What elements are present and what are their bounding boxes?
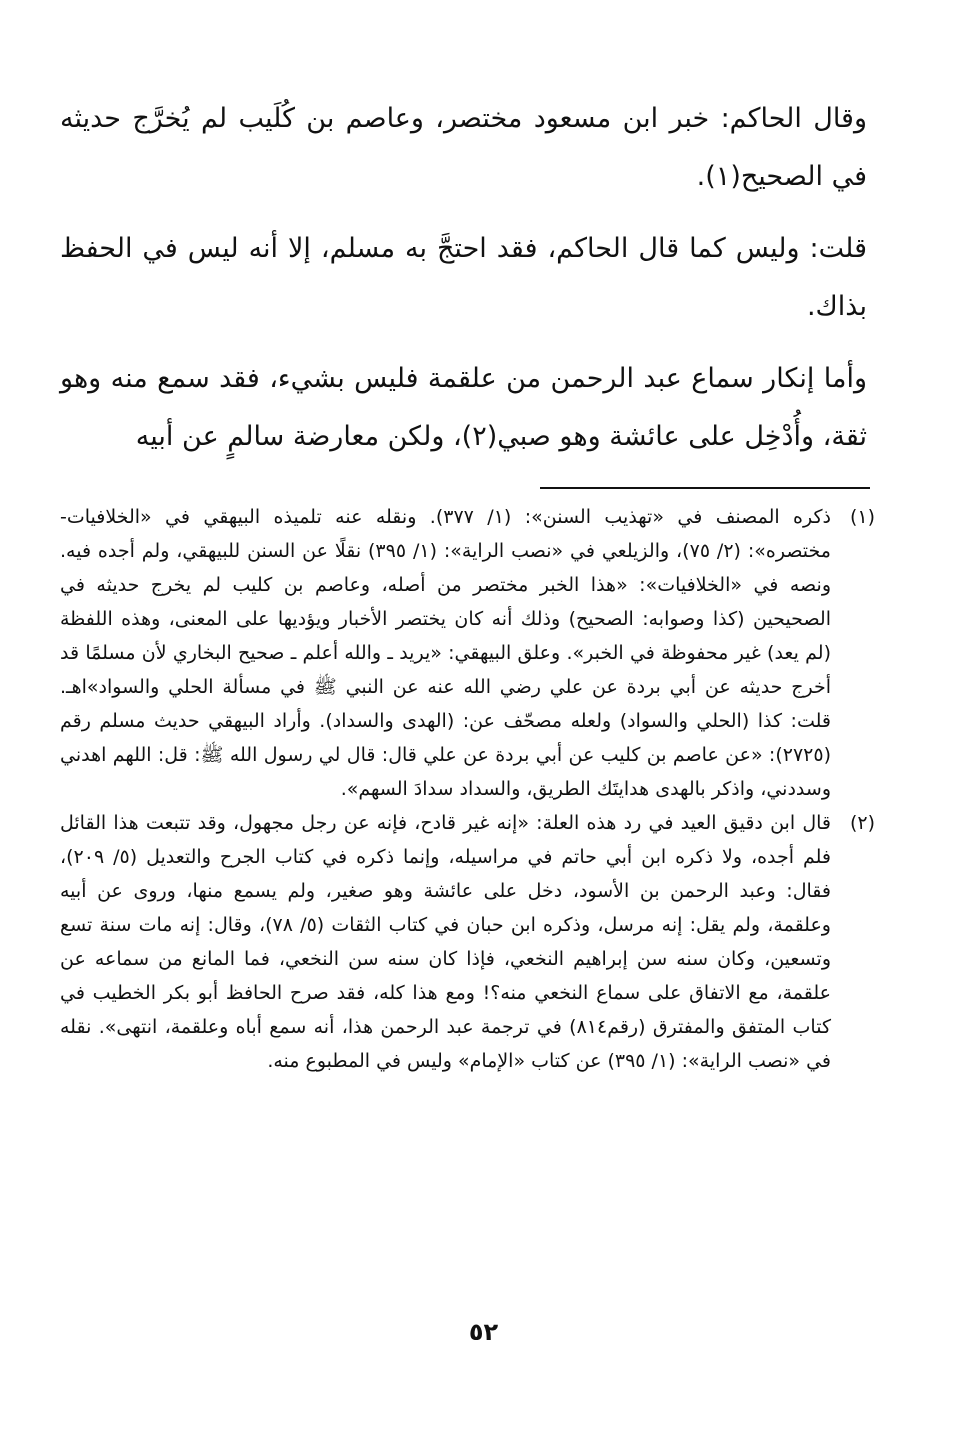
footnote-number: (١) — [849, 506, 875, 528]
main-paragraph-3: وأما إنكار سماع عبد الرحمن من علقمة فليس بشيء، فقد سمع منه وهو ثقة، وأُدْخِل على عائشة وهو صبي(٢)، ولكن معارضة سالمٍ عن أبيه — [60, 363, 867, 452]
footnote-text: ذكره المصنف في «تهذيب السنن»: (١/ ٣٧٧). ونقله عنه تلميذه البيهقي في «الخلافيات- مختصره»: (٢/ ٧٥)، والزيلعي في «نصب الراية»: (١/ ٣٩٥) نقلًا عن السنن للبيهقي، ولم أجده فيه. ونصه في «الخلافيات»: «هذا الخبر مختصر من أصله، وعاصم بن كليب لم يخرج حديثه في الصحيحين (كذا وصوابه: الصحيح) وذلك أنه كان يختصر الأخبار ويؤديها على المعنى، وهذه اللفظة (لم يعد) غير محفوظة في الخبر». وعلق البيهقي: «يريد ـ والله أعلم ـ صحيح البخاري لأن مسلمًا قد أخرج حديثه عن أبي بردة عن علي رضي الله عنه عن النبي ﷺ في مسألة الحلي والسواد»اهـ. قلت: كذا (الحلي والسواد) ولعله مصحّف عن: (الهدى والسداد). وأراد البيهقي حديث مسلم رقم (٢٧٢٥): «عن عاصم بن كليب عن أبي بردة عن علي قال: قال لي رسول الله ﷺ: قل: اللهم اهدني وسددني، واذكر بالهدى هدايتَك الطريق، والسداد سدادَ السهم». — [60, 506, 831, 800]
main-paragraph-1: وقال الحاكم: خبر ابن مسعود مختصر، وعاصم بن كُلَيب لم يُخرَّج حديثه في الصحيح(١). — [60, 103, 867, 192]
footnote-divider — [0, 487, 870, 489]
main-text — [60, 90, 867, 466]
footnote-text: قال ابن دقيق العيد في رد هذه العلة: «إنه غير قادح، فإنه عن رجل مجهول، وقد تتبعت هذا القائل فلم أجده، ولا ذكره ابن أبي حاتم في مراسيله، وإنما ذكره في كتاب الجرح والتعديل (٥/ ٢٠٩)، فقال: وعبد الرحمن بن الأسود، دخل على عائشة وهو صغير، ولم يسمع منها، وروى عن أبيه وعلقمة، ولم يقل: إنه مرسل، وذكره ابن حبان في كتاب الثقات (٥/ ٧٨)، وقال: إنه مات سنة تسع وتسعين، وكان سنه سن إبراهيم النخعي، فإذا كان سنه سن النخعي، فما المانع من سماعه عن علقمة، مع الاتفاق على سماع النخعي منه؟! ومع هذا كله، فقد صرح الحافظ أبو بكر الخطيب في كتاب المتفق والمفترق (رقم٨١٤) في ترجمة عبد الرحمن هذا، أنه سمع أباه وعلقمة، انتهى». نقله في «نصب الراية»: (١/ ٣٩٥) عن كتاب «الإمام» وليس في المطبوع منه. — [60, 812, 831, 1072]
footnote-1 — [60, 500, 875, 806]
page-number: ٥٢ — [468, 1318, 499, 1346]
footnote-number: (٢) — [849, 812, 875, 834]
footnotes — [60, 500, 875, 1078]
footnote-2 — [60, 806, 875, 1078]
main-paragraph-2: قلت: وليس كما قال الحاكم، فقد احتجَّ به مسلم، إلا أنه ليس في الحفظ بذاك. — [60, 233, 867, 322]
